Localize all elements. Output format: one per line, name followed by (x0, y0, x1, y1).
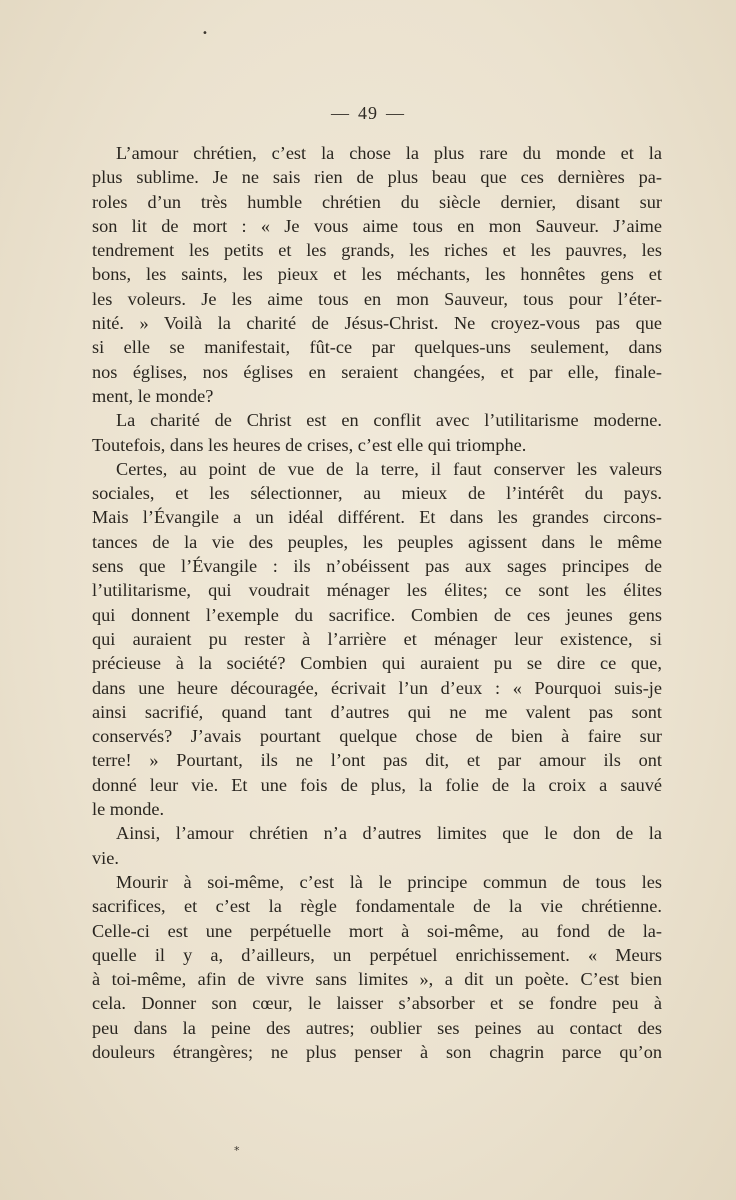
text-line: ment, le monde? (92, 385, 214, 406)
text-line: Mourir à soi-même, c’est là le principe commun de tous les (116, 871, 662, 892)
text-line: à toi-même, afin de vivre sans limites », a dit un poète. C’est bien (92, 969, 662, 990)
text-line: Certes, au point de vue de la terre, il faut conserver les valeurs (116, 458, 662, 479)
text-line: douleurs étrangères; ne plus penser à son chagrin parce qu’on (92, 1041, 662, 1062)
page-number-header (0, 103, 736, 124)
text-line: nos églises, nos églises en seraient changées, et par elle, finale- (92, 361, 662, 382)
top-ornament: • (202, 28, 208, 39)
text-line: Ainsi, l’amour chrétien n’a d’autres limites que le don de la (116, 823, 662, 844)
bottom-ornament: * (234, 1144, 240, 1157)
text-line: L’amour chrétien, c’est la chose la plus rare du monde et la (116, 143, 662, 163)
text-line: bons, les saints, les pieux et les méchants, les honnêtes gens et (92, 264, 662, 285)
text-line: peu dans la peine des autres; oublier ses peines au contact des (92, 1017, 662, 1038)
text-line: La charité de Christ est en conflit avec l’utilitarisme moderne. (116, 410, 662, 431)
text-line: donné leur vie. Et une fois de plus, la folie de la croix a sauvé (92, 774, 662, 795)
text-line: précieuse à la société? Combien qui auraient pu se dire ce que, (92, 653, 662, 674)
text-line: tances de la vie des peuples, les peuples agissent dans le même (92, 531, 662, 552)
text-line: sens que l’Évangile : ils n’obéissent pas aux sages principes de (92, 556, 662, 577)
text-line: tendrement les petits et les grands, les riches et les pauvres, les (92, 240, 662, 261)
folio-dash-left: — (331, 103, 350, 123)
text-line: conservés? J’avais pourtant quelque chose de bien à faire sur (92, 726, 662, 747)
text-line: plus sublime. Je ne sais rien de plus beau que ces dernières pa- (92, 167, 662, 188)
body-text (92, 141, 662, 1064)
text-line: sacrifices, et c’est la règle fondamentale de la vie chrétienne. (92, 896, 662, 917)
text-line: si elle se manifestait, fût-ce par quelques-uns seulement, dans (92, 337, 662, 358)
text-line: son lit de mort : « Je vous aime tous en mon Sauveur. J’aime (92, 215, 662, 236)
text-line: sociales, et les sélectionner, au mieux de l’intérêt du pays. (92, 483, 662, 504)
text-line: le monde. (92, 799, 165, 820)
text-line: qui donnent l’exemple du sacrifice. Combien de ces jeunes gens (92, 604, 662, 625)
folio-dash-right: — (386, 103, 405, 123)
text-line: Toutefois, dans les heures de crises, c’est elle qui triomphe. (92, 434, 527, 455)
text-line: vie. (92, 847, 119, 868)
text-line: les voleurs. Je les aime tous en mon Sauveur, tous pour l’éter- (92, 288, 662, 309)
text-line: Celle-ci est une perpétuelle mort à soi-même, au fond de la- (92, 920, 662, 941)
text-line: ainsi sacrifié, quand tant d’autres qui ne me valent pas sont (92, 701, 662, 722)
page-number: 49 (358, 103, 378, 123)
text-line: Mais l’Évangile a un idéal différent. Et dans les grandes circons- (92, 507, 662, 528)
text-line: quelle il y a, d’ailleurs, un perpétuel enrichissement. « Meurs (92, 944, 662, 965)
text-line: dans une heure découragée, écrivait l’un d’eux : « Pourquoi suis-je (92, 677, 662, 698)
text-line: qui auraient pu rester à l’arrière et ménager leur existence, si (92, 628, 662, 649)
text-line: nité. » Voilà la charité de Jésus-Christ. Ne croyez-vous pas que (92, 313, 662, 334)
text-line: l’utilitarisme, qui voudrait ménager les élites; ce sont les élites (92, 580, 662, 601)
text-line: cela. Donner son cœur, le laisser s’absorber et se fondre peu à (92, 993, 662, 1014)
text-line: terre! » Pourtant, ils ne l’ont pas dit, et par amour ils ont (92, 750, 662, 771)
text-line: roles d’un très humble chrétien du siècle dernier, disant sur (92, 191, 662, 212)
